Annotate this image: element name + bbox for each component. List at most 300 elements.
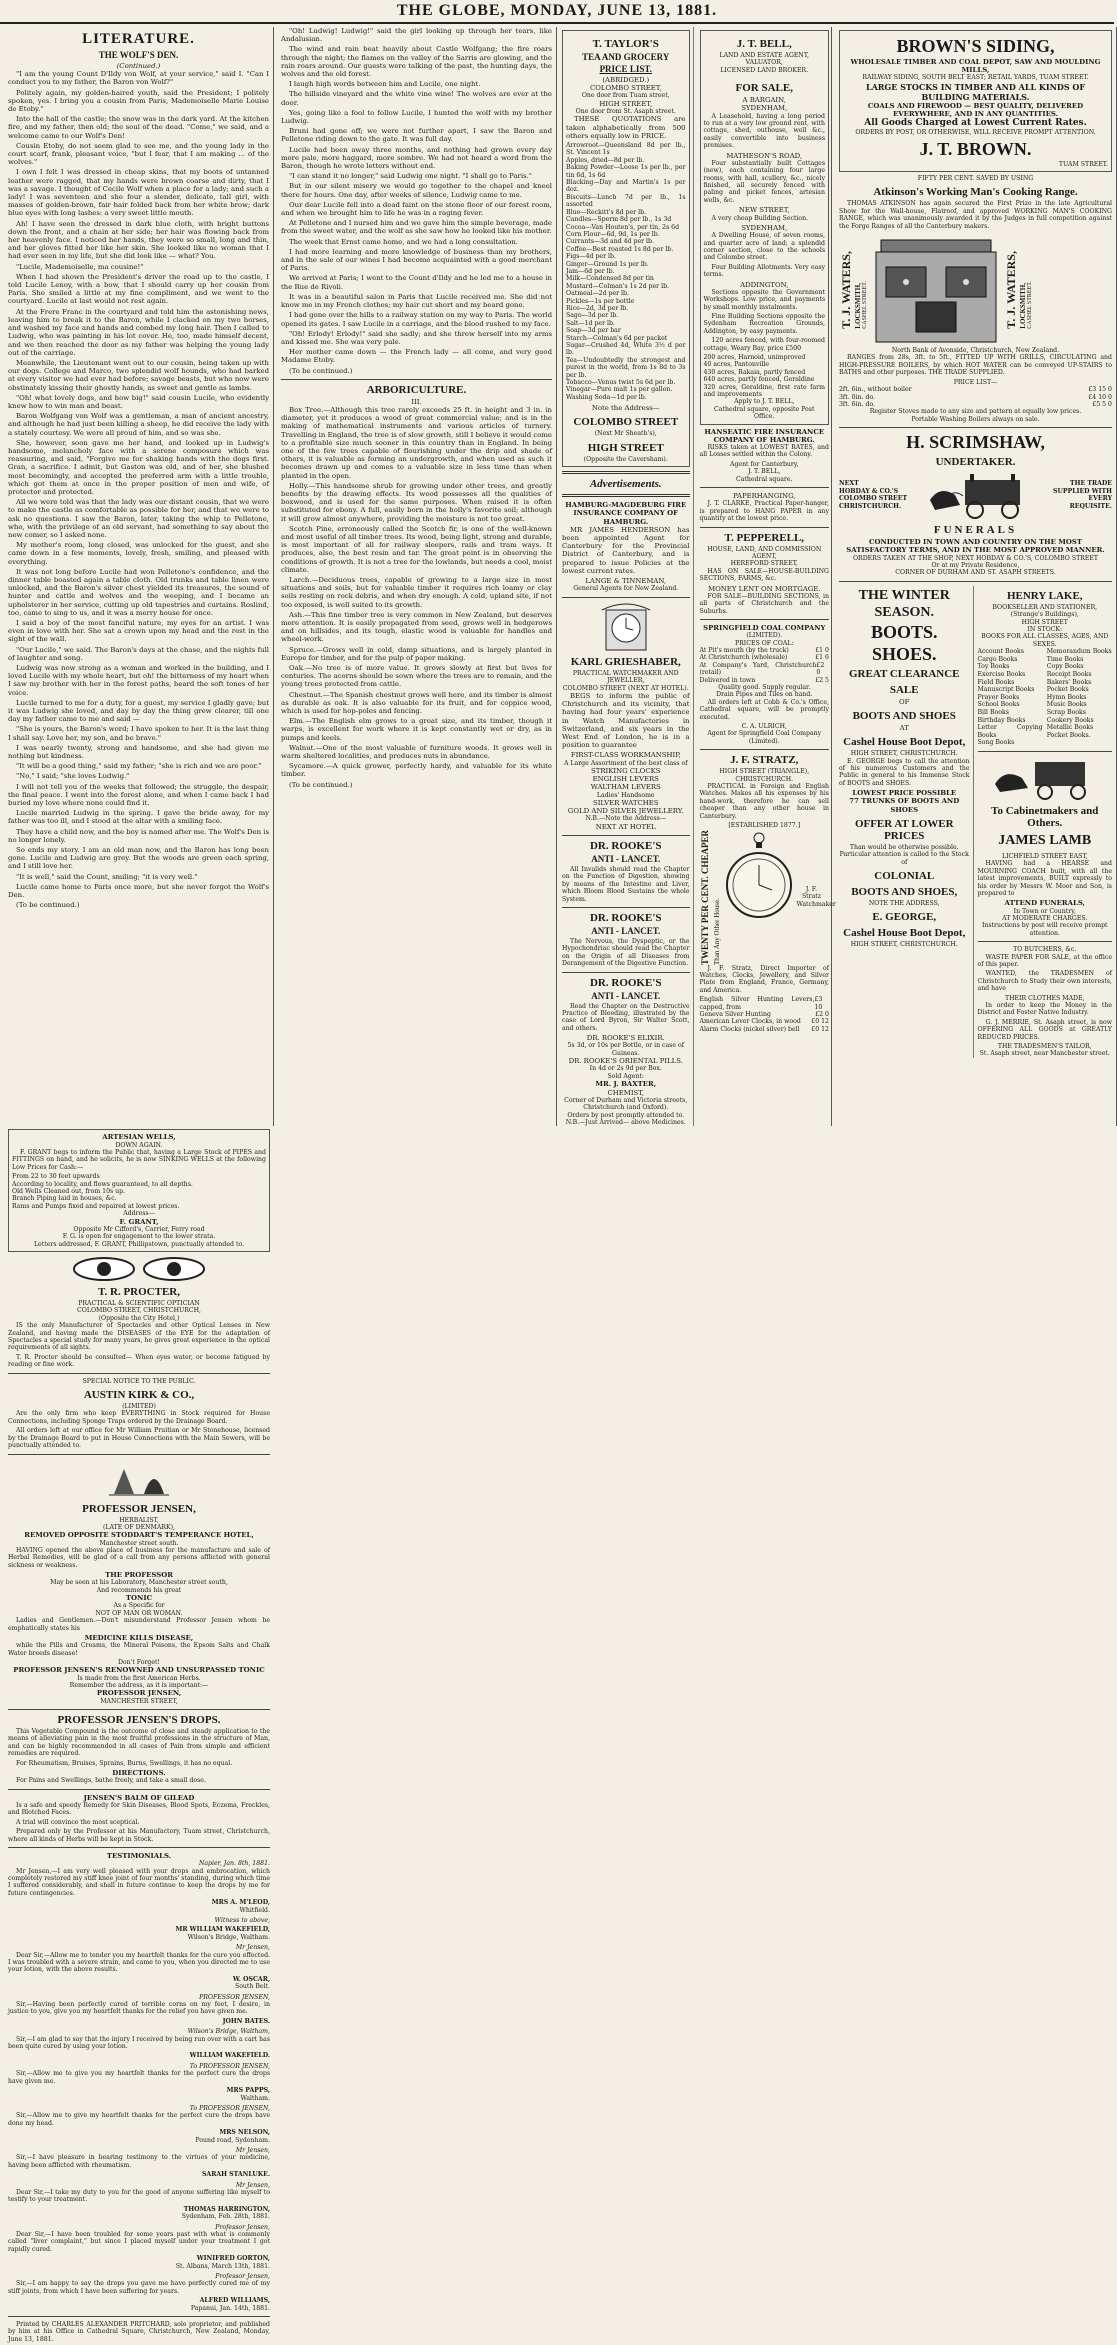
- baxter-sold: Sold Agent:: [607, 1072, 645, 1080]
- testimonial-place: Wilson's Bridge, Waltham,: [187, 2028, 270, 2036]
- arboriculture-paragraph: Oak.—No tree is of more value. It grows slowly at first but lives for centuries. The acorns should be sown where the trees are to remain, and the young trees protected from cattle.: [281, 664, 552, 689]
- browns-subtitle: WHOLESALE TIMBER AND COAL DEPOT, SAW AND MOULDING MILLS,: [850, 58, 1101, 75]
- watch-price-row-value: £0 12: [811, 1025, 829, 1033]
- george-colonial-pre: Particular attention is called to the Stock of: [839, 851, 969, 866]
- winter-2: SEASON.: [874, 604, 935, 620]
- price-item: Candles—Sperm 8d per lb., 1s 3d: [566, 216, 672, 224]
- book-item: Birthday Books: [977, 716, 1026, 724]
- coal-price-row-value: £1 6: [815, 654, 829, 662]
- artesian-rows: [12, 1173, 266, 1210]
- book-item: School Books: [977, 701, 1020, 709]
- lake-column: [978, 586, 1113, 1058]
- price-item: Sago—3d per lb.: [566, 312, 619, 320]
- lamb-moderate: AT MODERATE CHARGES.: [1002, 914, 1088, 922]
- lamb-town: In Town or Country,: [1013, 907, 1076, 915]
- arboriculture-paragraph: Holly.—This handsome shrub for growing under other trees, and greatly benefits by the drawing effects. Its wood possesses all the qualities of boxwood, and is used for the same purposes. When raised it is often substituted for ebony. A full, easily born in the holly's favorite soil; although it will grow almost anywhere, providing the moisture is not too great.: [281, 481, 552, 523]
- sydenham-body: A Dwelling House, of seven rooms, and quarter acre of land; a splendid corner section, close to the schools and Colombo street.: [703, 232, 825, 262]
- testimonial-signature-place: Pound road, Sydenham.: [195, 2136, 270, 2144]
- jensen-name: PROFESSOR JENSEN,: [82, 1502, 196, 1515]
- story-continuation: [281, 27, 552, 375]
- karl-note: N.B.—Note the Address—: [585, 815, 667, 823]
- rooke2-body: The Nervous, the Dyspeptic, or the Hypochondriac should read the Chapter on the Origin of all Diseases from Derangement of the Digestive Function.: [562, 938, 690, 968]
- waters-range-block: [839, 232, 1112, 347]
- watch-price-row-label: English Silver Hunting Levers, capped, from: [699, 996, 815, 1011]
- artesian-item: According to locality, and flows guaranteed, to all depths.: [12, 1180, 193, 1188]
- george-offer: OFFER AT LOWER PRICES: [854, 817, 954, 842]
- testimonial-place: Mr Jensen,: [235, 2146, 270, 2154]
- pepperell-body: HAS ON SALE—HOUSE-BUILDING SECTIONS, FARMS, &c.: [699, 567, 829, 583]
- testimonial-place: Professor Jensen,: [215, 2223, 270, 2231]
- book-item: Pocket Books: [1046, 686, 1089, 694]
- story-paragraph: We arrived at Paris; I went to the Count d'Ildy and he led me to a house in the Rue de Rivoli.: [281, 274, 552, 291]
- testimonial-signature: W. OSCAR,: [232, 1975, 270, 1983]
- kirk-orders: All orders left at our office for Mr William Pruitian or Mr Stonehouse, licensed by the Drainage Board to put in House Connections with the Main Sewers, will be punctually attended to.: [8, 1427, 270, 1450]
- fine-body: Fine Building Sections opposite the Sydenham Recreation Grounds, Addington, by easy payments.: [703, 312, 825, 335]
- springfield-orders: All orders left at Cobb & Co.'s Office, Cathedral square, will be promptly executed.: [699, 698, 829, 721]
- testimonial-body: Dear Sir,—I have been troubled for some years past with what is commonly called "liver complaint," but since I placed myself under your treatment I got rapidly cured.: [8, 2231, 270, 2253]
- price-item: Blue—Reckitt's 8d per lb.: [566, 208, 647, 216]
- tradesmens-address: St. Asaph street, near Manchester street.: [979, 1050, 1110, 1058]
- testimonial-body: Sir,—Allow me to give my heartfelt thanks for the perfect cure the drops have done my head.: [8, 2112, 270, 2127]
- story-paragraph: At Pelletone and I nursed him and we gave him the simple beverage, made from the sweet water, and the wolf as she saw how he looked like his mother.: [281, 219, 552, 236]
- story-paragraph: Bruni had gone off; we were not further apart, I saw the Baron and Pelletone riding down to the gate. It was full day.: [281, 127, 552, 144]
- story-paragraph: "Lucile, Mademoiselle, ma cousine!": [16, 262, 144, 271]
- testimonial-signature: ALFRED WILLIAMS,: [199, 2297, 270, 2305]
- testimonial-body: Sir,—I am happy to say the drops you gave me have perfectly cured me of my stiff joints, from which I have been suffering for years.: [8, 2280, 270, 2295]
- price-item: Ginger—Ground 1s per lb.: [566, 260, 649, 268]
- price-item: Pickles—1s per bottle: [566, 297, 635, 305]
- bell-name: J. T. BELL,: [736, 38, 792, 50]
- testimonial-place: Napier, Jan. 8th, 1881.: [198, 1860, 270, 1868]
- testimonial-place: Witness to above,: [214, 1916, 270, 1924]
- stratz-subtitle: HIGH STREET (TRIANGLE), CHRISTCHURCH.: [719, 768, 810, 783]
- jensen-pills: while the Pills and Creams, the Mineral Poisons, the Epsom Salts and Chalk Water breeds disease!: [8, 1642, 270, 1657]
- drops-list: For Rheumatism, Bruises, Sprains, Burns, Swellings, it has no equal.: [16, 1759, 233, 1767]
- scrimshaw-left-1: NEXT: [839, 480, 859, 488]
- column-trade-ads: [835, 27, 1117, 1126]
- shoes-heading: SHOES.: [871, 643, 937, 664]
- bell-advert: [700, 30, 830, 425]
- boots-heading: BOOTS.: [870, 621, 938, 642]
- testimonial-signature: MRS PAPPS,: [226, 2087, 270, 2095]
- baxter-address: Corner of Durham and Victoria streets, Christchurch (and Oxford).: [564, 1096, 688, 1112]
- artesian-item: Old Wells Cleaned out, from 10s up.: [12, 1187, 126, 1195]
- scrimshaw-left: [839, 480, 907, 510]
- stratz-name: J. F. STRATZ,: [730, 754, 799, 767]
- waters-register: Register Stoves made to any size and pattern at equally low prices.: [869, 408, 1082, 416]
- literature-heading: LITERATURE.: [82, 31, 195, 47]
- watch-price-row: [700, 996, 830, 1011]
- hanseatic-body: RISKS taken at LOWEST RATES, and all Losses settled within the Colony.: [699, 444, 829, 459]
- rooke3-subtitle: ANTI - LANCET.: [591, 990, 661, 1001]
- artesian-address-2: Opposite Mr Cifford's, Carrier, Ferry road: [73, 1225, 205, 1233]
- testimonial: [8, 1944, 270, 1990]
- story-paragraph: She, however, soon gave me her hand, and looked up in Ludwig's handsome, melancholy face with a serene composure which was reassuring, and said, "Forgive me for shaking hands with the dogs first. Gran, a sacrifice. I admit, but Gaston was old, and of her, she blushed most becomingly, and accepted the preferred arm with a little trouble, which got them at once in the proper position of men and wife, of protector and protected.: [8, 438, 269, 496]
- book-item: Memorandum Books: [1046, 648, 1112, 656]
- book-item: Receipt Books: [1046, 670, 1092, 678]
- karl-address: COLOMBO STREET (NEXT AT HOTEL).: [562, 684, 689, 692]
- book-item: Bakers' Books: [1046, 678, 1092, 686]
- sale-subtitle: A BARGAIN,: [742, 96, 786, 105]
- george-note: NOTE THE ADDRESS,: [868, 900, 940, 908]
- price-item: Currants—3d and 4d per lb.: [566, 238, 654, 246]
- bell-apply: Apply to J. T. BELL,: [734, 398, 795, 406]
- browns-large: LARGE STOCKS IN TIMBER AND ALL KINDS OF BUILDING MATERIALS.: [865, 81, 1086, 102]
- story-paragraph: I own I felt I was dressed in cheap skins, that my boots of untanned leather were ragged, that my hands were brown coarse and dirty, that I was a savage. I thought of Cecile Wolf when a place for a lady; and such a lady! I was seventeen and she four a slender, delicate, tall girl, with masses of golden-brown, fair hair folded back from her white brow; dark blue eyes with long lashes: a very sweet little mouth.: [8, 168, 269, 218]
- scrimshaw-subtitle: UNDERTAKER.: [935, 456, 1016, 469]
- taylor-address-big-4: (Opposite the Caversham).: [583, 455, 668, 463]
- scrimshaw-right: [1053, 480, 1112, 510]
- george-boots: BOOTS AND SHOES,: [851, 886, 958, 899]
- testimonial-signature: MR WILLIAM WAKEFIELD,: [175, 1926, 270, 1934]
- taylor-intro: THESE QUOTATIONS are taken alphabetically from 500 others equally low in PRICE.: [566, 115, 686, 140]
- rooke1-body: All Invalids should read the Chapter on the Function of Digestion, showing by means of the Intestine and Liver, which Bloom Blood Sustains the whole System.: [562, 865, 690, 903]
- george-address: HIGH STREET, CHRISTCHURCH.: [850, 941, 958, 949]
- acres-body: 120 acres fenced, with four-roomed cottage, Weary Bay, price £500: [703, 337, 825, 352]
- taylor-address-2: One door from Tuam street,: [581, 92, 670, 100]
- springfield-drain: Drain Pipes and Tiles on hand.: [716, 691, 813, 699]
- matheson-body: Four substantially built Cottages (new), each containing four large rooms, with hall, scullery, &c., nicely finished, all securely fenced with paling and picket fences, artesian wells, &c.: [703, 159, 825, 204]
- boots-and-shoes: BOOTS AND SHOES: [852, 709, 956, 722]
- coal-price-row-label: At Company's Yard, Christchurch (retail): [699, 661, 817, 677]
- springfield-agent: C. A. ULRICH,: [741, 723, 787, 731]
- masthead: THE GLOBE, MONDAY, JUNE 13, 1881.: [0, 0, 1114, 24]
- scrimshaw-hearse-block: [839, 470, 1112, 520]
- stratz-watch-label: J. F. Stratz Watchmaker: [796, 885, 836, 908]
- taylor-address-4: One door from St. Asaph street.: [575, 108, 676, 116]
- price-item: Milk—Condensed 8d per tin: [566, 275, 654, 283]
- waters-price-table: [839, 386, 1112, 408]
- taylor-address-big-2: (Next Mr Sheath's),: [594, 430, 657, 438]
- column-literature: [4, 27, 274, 1126]
- waters-vert-5: LOCKSMITH,: [1019, 282, 1027, 329]
- story-paragraph: Lucile married Ludwig in the spring. I gave the bride away, for my father was too ill, and I stood at the altar with a smiling face.: [8, 809, 269, 826]
- book-item: Hymn Books: [1046, 693, 1087, 701]
- scrimshaw-right-4: REQUISITE.: [1069, 502, 1112, 510]
- springfield-prices: PRICES OF COAL:: [734, 639, 794, 647]
- story-paragraph: Lucile came home to Paris once more, but she never forgot the Wolf's Den.: [8, 882, 269, 900]
- story-paragraph: I said a boy of the most fanciful nature, my eyes for an artist. I was even in love with her. She sat a crown upon my head and the rest in the sight of the wall.: [8, 619, 269, 644]
- artesian-item: From 22 to 30 feet upwards: [12, 1173, 100, 1181]
- price-item: Arrowroot—Queensland 8d per lb., St. Vincent 1s: [566, 142, 686, 157]
- story-paragraph: "It will be a good thing," said my father; "she is rich and we are poor.": [16, 762, 262, 771]
- waste-paper: WASTE PAPER FOR SALE, at the office of this paper.: [977, 953, 1112, 968]
- stratz-established: [ESTABLISHED 1877.]: [728, 822, 801, 830]
- jensen-tonic: TONIC: [125, 1594, 153, 1603]
- hanseatic-agent-3: Cathedral square.: [735, 475, 793, 483]
- sydenham: SYDENHAM,: [741, 223, 788, 232]
- procter-opposite: (Opposite the City Hotel,): [98, 1314, 180, 1322]
- lamb-attend: ATTEND FUNERALS,: [1004, 899, 1085, 908]
- jensen-body: HAVING opened the above place of business for the manufacture and sale of Herbal Remedies, will be glad of a call from any persons afflicted with general sickness or weakness.: [8, 1546, 270, 1569]
- rooke3-body: Read the Chapter on the Destructive Practice of Bleeding, illustrated by the case of Lord Byron, Sir Walter Scott, and others.: [562, 1002, 690, 1032]
- price-item: Vinegar—Pure malt 1s per gallon.: [566, 386, 673, 394]
- range-price-row-value: £3 15 0: [1088, 386, 1112, 394]
- book-item: Song Books: [977, 739, 1015, 747]
- coal-price-row-value: £2 0: [816, 661, 825, 677]
- drops-title: PROFESSOR JENSEN'S DROPS.: [57, 1714, 221, 1727]
- story-paragraph: Politely again, my golden-haired youth, said the President; I politely spoken, yes. I bring you a cousin from Paris, Mademoiselle Marie Louise de Etoby.": [8, 88, 269, 114]
- george-name: E. GEORGE,: [872, 911, 937, 924]
- price-item: Biscuits—Lunch 7d per lb., 1s assorted: [566, 193, 686, 209]
- testimonial-signature-place: Sydenham, Feb. 28th, 1881.: [181, 2213, 270, 2221]
- range-price-row: [839, 386, 1112, 393]
- arboriculture-number: III.: [411, 397, 422, 406]
- story-paragraph: It was not long before Lucile had won Pelletone's confidence, and the dinner table boasted again a table cloth. Old trunks and table linen were unlocked, and the Baron's silver chest yielded its treasures, the sound of hunter and cattle and wolves and the weeping, and I became an upholsterer in her service, cutting up old tapestries and curtains. Roslind, too, came to sing to us, and it was a merry house for once.: [8, 567, 269, 617]
- baxter-note: N.B.—Just Arrived— above Medicines.: [565, 1118, 686, 1126]
- springfield-subtitle: (LIMITED).: [746, 632, 783, 640]
- story-paragraph: Lucile had been away three months, and nothing had grown every day more pale, more haggard, more sombre. We had not heard a word from the Baron, though he wrote letters without end.: [281, 145, 552, 171]
- story-paragraph: Her mother came down — the French lady — all come, and very good Madame Etoby.: [281, 348, 552, 365]
- cabinetmakers-heading: To Cabinetmakers and Others.: [991, 804, 1099, 829]
- waters-vert-1: T. J. WATERS,: [839, 250, 853, 329]
- watch-price-row-label: Alarm Clocks (nickel silver) bell: [699, 1025, 800, 1033]
- rooke-elixir: DR. ROOKE'S ELIXIR.: [586, 1034, 665, 1043]
- arboriculture-paragraph: (To be continued.): [289, 780, 353, 789]
- stratz-vertical-1: TWENTY PER CENT. CHEAPER: [699, 829, 710, 965]
- testimonial: [8, 1860, 270, 1914]
- price-item: Coffee—Best roasted 1s 8d per lb.: [566, 245, 674, 253]
- stratz-caption: J. F. Stratz, Direct Importer of Watches, Clocks, Jewellery, and Silver Plate from England, France, Germany, and America.: [699, 964, 829, 994]
- testimonial-place: Mr Jensen,: [235, 2181, 270, 2189]
- coal-price-row-label: Delivered in town: [699, 676, 756, 684]
- rooke3-title: DR. ROOKE'S: [589, 976, 662, 989]
- pepperell-money: MONEY LENT ON MORTGAGE.: [708, 584, 821, 593]
- testimonial-place: PROFESSOR JENSEN,: [199, 1993, 270, 2001]
- hamburg-signature-2: General Agents for New Zealand.: [573, 585, 679, 593]
- hearse-illustration: [925, 470, 1035, 520]
- coal-price-row-label: At Christchurch (wholesale): [699, 654, 788, 662]
- jensen-specific: As a Specific for: [113, 1602, 165, 1610]
- book-item: Letter Copying Books: [977, 724, 1043, 739]
- of-word: OF: [899, 697, 910, 706]
- sydenham-body-2: Four Building Allotments. Very easy terms.: [703, 263, 825, 279]
- jensen-forget: Don't Forget!: [117, 1659, 161, 1667]
- watch-price-row-value: £2 0: [815, 1010, 829, 1018]
- arboriculture-paragraph: Elm.—The English elm grows to a great size, and its timber, though it warps, is excellent for work where it is kept constantly wet or dry, as in pumps and keels.: [281, 717, 552, 742]
- taylor-subtitle: TEA AND GROCERY: [582, 52, 670, 62]
- lake-name: HENRY LAKE,: [1006, 589, 1083, 602]
- jensen-manchester: Manchester street south.: [99, 1539, 179, 1547]
- kirk-name: AUSTIN KIRK & CO.,: [83, 1389, 195, 1402]
- coal-price-row-value: £1 0: [815, 646, 829, 654]
- scrimshaw-left-3: COLOMBO STREET: [839, 495, 908, 503]
- artesian-subtitle: DOWN AGAIN.: [115, 1141, 163, 1149]
- story-paragraph: The hillside vineyard and the white vine wine! The wolves are ever at the door.: [281, 90, 552, 107]
- book-item: Exercise Books: [977, 670, 1026, 678]
- taylor-address-1: COLOMBO STREET,: [589, 84, 662, 93]
- winter-1: THE WINTER: [858, 587, 950, 603]
- karl-subtitle: PRACTICAL WATCHMAKER AND JEWELLER,: [572, 669, 679, 685]
- range-price-row: [839, 401, 1112, 408]
- testimonial-place: To PROFESSOR JENSEN,: [189, 2104, 270, 2112]
- range-price-row-value: £5 5 0: [1092, 400, 1112, 408]
- atkinson-body: THOMAS ATKINSON has again secured the First Prize in the late Agricultural Show for the Wall-house, Flatroof, and approved WORKING MAN'S COOKING RANGE, which was unanimously awarded it by the Judges in full competition against the Forge Ranges of all the Canterbury makers.: [839, 200, 1112, 230]
- george-cashel: Cashel House Boot Depot,: [843, 927, 966, 940]
- jensen-laboratory: May be seen at his Laboratory, Manchester street south,: [50, 1579, 228, 1587]
- price-item: Starch—Colman's 6d per packet: [566, 334, 668, 342]
- scrimshaw-name: H. SCRIMSHAW,: [906, 432, 1045, 453]
- cashel-address: HIGH STREET, CHRISTCHURCH.: [850, 750, 958, 758]
- testimonial-signature-place: Waltham.: [240, 2094, 270, 2102]
- addington-body: Sections opposite the Government Workshops. Low price, and payments by small monthly instalments.: [703, 288, 825, 311]
- springfield-title: SPRINGFIELD COAL COMPANY: [703, 623, 826, 632]
- range-price-row-label: 2ft. 6in., without boiler: [839, 386, 912, 394]
- testimonial-place: Mr Jensen,: [235, 1944, 270, 1952]
- story-paragraph: Cousin Etoby, do not seem glad to see me, and the young lady in the court scarf, frank, pleasant voice, "but I fear, that I am making ... of the wolves.": [8, 141, 269, 167]
- testimonial: [8, 2182, 270, 2221]
- bell-subtitle-3: LICENSED LAND BROKER.: [720, 66, 809, 74]
- waters-vert-4: T. J. WATERS,: [1004, 250, 1018, 329]
- story-paragraph: "It is well," said the Count, smiling; "it is very well.": [16, 872, 198, 881]
- taylor-address-big: COLOMBO STREET: [573, 416, 679, 429]
- hanseatic-title: HANSEATIC FIRE INSURANCE COMPANY OF HAMBURG.: [704, 427, 825, 444]
- jensen-herbs: Is made from the first American Herbs.: [77, 1674, 201, 1682]
- testimonial-signature: JOHN BATES.: [222, 2017, 270, 2025]
- arboriculture-paragraph: Sycamore.—A quick grower, perfectly hardy, and valuable for its white timber.: [281, 762, 552, 779]
- testimonial-signature: MRS NELSON,: [219, 2129, 270, 2137]
- story-paragraph: "She is yours, the Baron's word; I have spoken to her. It is the last thing I shall say. Love her, my son, and be brave.": [8, 725, 269, 742]
- hamburg-body: MR JAMES HENDERSON has been appointed Agent for Canterbury for the Provincial District of Canterbury, and is prepared to issue Policies at the lowest current rates.: [562, 525, 690, 575]
- price-item: Figs—4d per lb.: [566, 253, 616, 261]
- price-item: Baking Powder—Loose 1s per lb., per tin 6d, 1s 6d: [566, 164, 686, 179]
- sale-body: A Leasehold, having a long period to run at a very low ground rent, with cottage, shed, outhouse, well &c., easily convertible into business premises.: [703, 112, 825, 150]
- testimonial-body: Dear Sir,—Allow me to tender you my heartfelt thanks for the cure you effected. I was troubled with a severe strain, and came to you, when you directed me to use your lotion, with the above results.: [8, 1951, 270, 1974]
- acres-list: [704, 354, 826, 398]
- scrimshaw-left-2: HOBDAY & CO.'S: [839, 487, 899, 495]
- karl-b1: FIRST-CLASS WORKMANSHIP,: [570, 751, 681, 760]
- story-paragraph: The week that Ernst came home, and we had a long consultation.: [289, 237, 519, 246]
- price-item: Tea—Undoubtedly the strongest and purest in the world, from 1s 8d to 3s per lb.: [566, 356, 686, 379]
- herbalist-logo-illustration: [104, 1459, 174, 1499]
- story-paragraph: But in our silent misery we would go together to the chapel and kneel there for hours. One day, after weeks of silence, Ludwig came to me.: [281, 182, 552, 199]
- story-paragraph: So ends my story. I am an old man now, and the Baron has long been gone. Lucile and Ludwig are grey. But the woods are green each spring, and I still love her.: [8, 846, 269, 871]
- hanseatic-agent: Agent for Canterbury,: [729, 460, 799, 468]
- advertisements-heading: Advertisements.: [589, 478, 662, 491]
- cooking-range-illustration: [871, 232, 1001, 347]
- kirk-subtitle: (LIMITED): [122, 1403, 156, 1411]
- range-price-row-label: 3ft. 6in. do.: [839, 400, 876, 408]
- procter-body-2: T. R. Procter should be consulted— When eyes water, or become fatigued by reading or fine work.: [8, 1353, 270, 1369]
- scrimshaw-orders: ORDERS TAKEN AT THE SHOP, NEXT HOBDAY & CO.'S, COLOMBO STREET: [852, 554, 1099, 562]
- browns-coals: COALS AND FIREWOOD — BEST QUALITY, DELIVERED EVERYWHERE, AND IN ANY QUANTITIES.: [867, 101, 1084, 119]
- bell-subtitle-2: VALUATOR,: [745, 59, 783, 67]
- karl-name: KARL GRIESHABER,: [570, 655, 681, 668]
- jensen-content: [8, 1126, 270, 2345]
- springfield-agent-2: Agent for Springfield Coal Company (Limited).: [707, 730, 822, 745]
- acres-item: 40 acres, Pantonville: [703, 361, 770, 369]
- clothes-heading: THEIR CLOTHES MADE,: [1004, 994, 1085, 1002]
- price-item: Cocoa—Van Houten's, per tin, 2s 6d: [566, 223, 680, 231]
- bell-apply-2: Cathedral square, opposite Post Office.: [714, 405, 815, 421]
- story-paragraph: I had more learning and more knowledge of business than my brothers, and in the sale of our wines I had become acquainted with a good merchant of Paris.: [281, 247, 552, 273]
- testimonials-list: [8, 1860, 270, 2312]
- price-item: Soap—3d per bar: [566, 327, 621, 335]
- coal-price-row-value: £2 5: [815, 676, 829, 684]
- price-item: Apples, dried—8d per lb.: [566, 156, 645, 164]
- eyes-illustration: [64, 1256, 214, 1282]
- lower-ads: [839, 586, 1112, 1058]
- lamb-instructions: Instructions by post will receive prompt attention.: [981, 922, 1108, 937]
- artesian-item: Rams and Pumps fixed and repaired at lowest prices.: [12, 1202, 180, 1210]
- waters-note: North Bank of Avonside, Christchurch, New Zealand.: [891, 347, 1060, 355]
- story-paragraph: Baron Wolfgang von Wolf was a gentleman, a man of ancient ancestry, and although he had just been killing a sheep, he did receive the lady with a stately courtesy. We were all proud of him, and so was she.: [8, 412, 269, 437]
- printed-by: Printed by CHARLES ALEXANDER PRITCHARD, sole proprietor, and published by him at his Office in Cathedral Square, Christchurch, New Zealand, Monday, June 13, 1881.: [8, 2321, 270, 2343]
- hamburg-signature: LANGE & TINNEMAN,: [585, 577, 667, 586]
- testimonial-signature: SARAH STANLUKE.: [201, 2171, 270, 2179]
- book-item: Time Books: [1046, 655, 1084, 663]
- testimonials-title: TESTIMONIALS.: [106, 1851, 172, 1860]
- gilead-title: JENSEN'S BALM OF GILEAD: [83, 1793, 195, 1802]
- ads-subcolumn-b: [698, 27, 836, 1126]
- clarke-heading: PAPERHANGING,: [732, 492, 796, 501]
- waters-ranges: RANGES from 28s, 3ft. to 5ft., FITTED UP WITH GRILLS, CIRCULATING and HIGH-PRESSURE BOILERS, by which HOT WATER can be conveyed UP-STAIRS to BATHS and other purposes. THE TRADE SUPPLIED.: [839, 354, 1112, 377]
- story-paragraph: Lucile turned to me for a duty, for a guest, my service I gladly gave; but it was Ludwig she loved, and day by day the thing grew clearer, till one day my father came to me and said —: [8, 698, 269, 724]
- rooke-pills-price: In 4d or 2s 9d per Box.: [589, 1065, 662, 1073]
- jensen-professor: THE PROFESSOR: [105, 1571, 173, 1580]
- bell-subtitle: LAND AND ESTATE AGENT,: [719, 52, 810, 59]
- story-paragraph: All we were told was that the lady was our distant cousin, that we were to make the castle as comfortable as possible for her, and that we were to ask no questions. I saw the Baron, later, taking the whip to Pelletone, who, with the privilege of an old servant, had something to say about the new comer, so I asked none.: [8, 498, 269, 539]
- waters-vertical-left: [839, 251, 868, 329]
- story-title: THE WOLF'S DEN.: [98, 50, 179, 60]
- story-paragraph: I had gone over the hills to a railway station on my way to Paris. The world opened its gates. I saw Lucile in a carriage, and the blood rushed to my face.: [281, 311, 552, 328]
- stratz-body: PRACTICAL in Foreign and English Watches. Makes all his expenses by his hand-work, therefore he can sell cheaper than any other house in Canterbury.: [699, 783, 829, 820]
- story-paragraph: Ah! I have seen the dressed in dark blue cloth, with bright buttons down the front, and a chain at her side; her hair was flowing back from her heavenly face. I noticed her hands, they were so small, long and thin, and her gloves fitted her like her skin. She looked like no woman that I had ever seen in my life, but she did look like — what? You.: [8, 219, 269, 261]
- pepperell-subtitle: HOUSE, LAND, AND COMMISSION AGENT,: [707, 545, 822, 560]
- george-body: E. GEORGE begs to call the attention of his numerous Customers and the Public in general to his Immense Stock of BOOTS and SHOES.: [839, 757, 970, 787]
- karl-b8: GOLD AND SILVER JEWELLERY.: [567, 807, 684, 816]
- pepperell-name: T. PEPPERELL,: [724, 531, 805, 544]
- watch-price-row-value: £0 12: [811, 1018, 829, 1026]
- jensen-address-2: MANCHESTER STREET,: [100, 1697, 178, 1705]
- story-paragraph: The wind and rain beat heavily about Castle Wolfgang; the fire roars through the night; the flames on the valley of the Sarris are glowing, and the rain roars around. Our guests were talking of the past, the hunting days, the wolves and the old forest.: [281, 45, 552, 79]
- kirk-body: Are the only firm who keep EVERYTHING in Stock required for House Connections, including Sponge Traps ordered by the Drainage Board.: [8, 1410, 270, 1425]
- baxter-role: CHEMIST,: [607, 1088, 645, 1097]
- clarke-body: J. T. CLARKE, Practical Paper-hanger, is prepared to HANG PAPER in any quantity at the lowest price.: [699, 500, 829, 523]
- testimonial-signature-place: South Belt.: [234, 1983, 270, 1991]
- arboriculture-paragraph: Spruce.—Grows well in cold, damp situations, and is largely planted in Europe for timber, and for the pulp of paper making.: [281, 645, 552, 662]
- story-paragraph: I laugh high words between him and Lucile, one night.: [289, 80, 481, 89]
- book-item: Pocket Books.: [1046, 731, 1091, 739]
- artesian-advert: [8, 1129, 270, 1252]
- sale-location: SYDENHAM,: [741, 104, 788, 113]
- clock-illustration: [596, 602, 656, 652]
- boots-column: [839, 586, 974, 1058]
- karl-b3: STRIKING CLOCKS: [591, 766, 661, 775]
- scrimshaw-right-2: SUPPLIED WITH: [1053, 487, 1112, 495]
- atkinson-title: Atkinson's Working Man's Cooking Range.: [873, 186, 1078, 199]
- book-item: Copy Books: [1046, 663, 1084, 671]
- taylor-abridged: (ABRIDGED.): [602, 76, 650, 84]
- gilead-body: Is a safe and speedy Remedy for Skin Diseases, Blood Spots, Eczema, Freckles, and Blotched Faces.: [8, 1801, 270, 1817]
- george-trunks: 77 TRUNKS OF BOOTS AND SHOES: [849, 797, 960, 814]
- scrimshaw-funerals: FUNERALS: [933, 524, 1018, 537]
- hearse-coach-illustration: [990, 756, 1100, 801]
- testimonial-signature: MRS A. M'LEOD,: [211, 1899, 270, 1907]
- watch-price-row: [700, 1026, 830, 1033]
- book-item: Manuscript Books: [977, 686, 1035, 694]
- testimonial: [8, 2028, 270, 2060]
- testimonial-signature: WINIFRED GORTON,: [196, 2255, 270, 2263]
- scrimshaw-right-3: EVERY: [1088, 495, 1112, 503]
- browns-name: J. T. BROWN.: [919, 138, 1032, 159]
- price-item: Sugar—Crushed 4d, White 3½ d per lb.: [566, 342, 686, 357]
- story-paragraph: "I can stand it no longer," said Ludwig one night. "I shall go to Paris.": [289, 172, 532, 181]
- watch-price-row: [700, 1011, 830, 1018]
- artesian-address: Address—: [123, 1210, 155, 1218]
- jensen-recommends: And recommends his great: [96, 1586, 182, 1594]
- karl-b6: Ladies' Handsome: [596, 791, 655, 799]
